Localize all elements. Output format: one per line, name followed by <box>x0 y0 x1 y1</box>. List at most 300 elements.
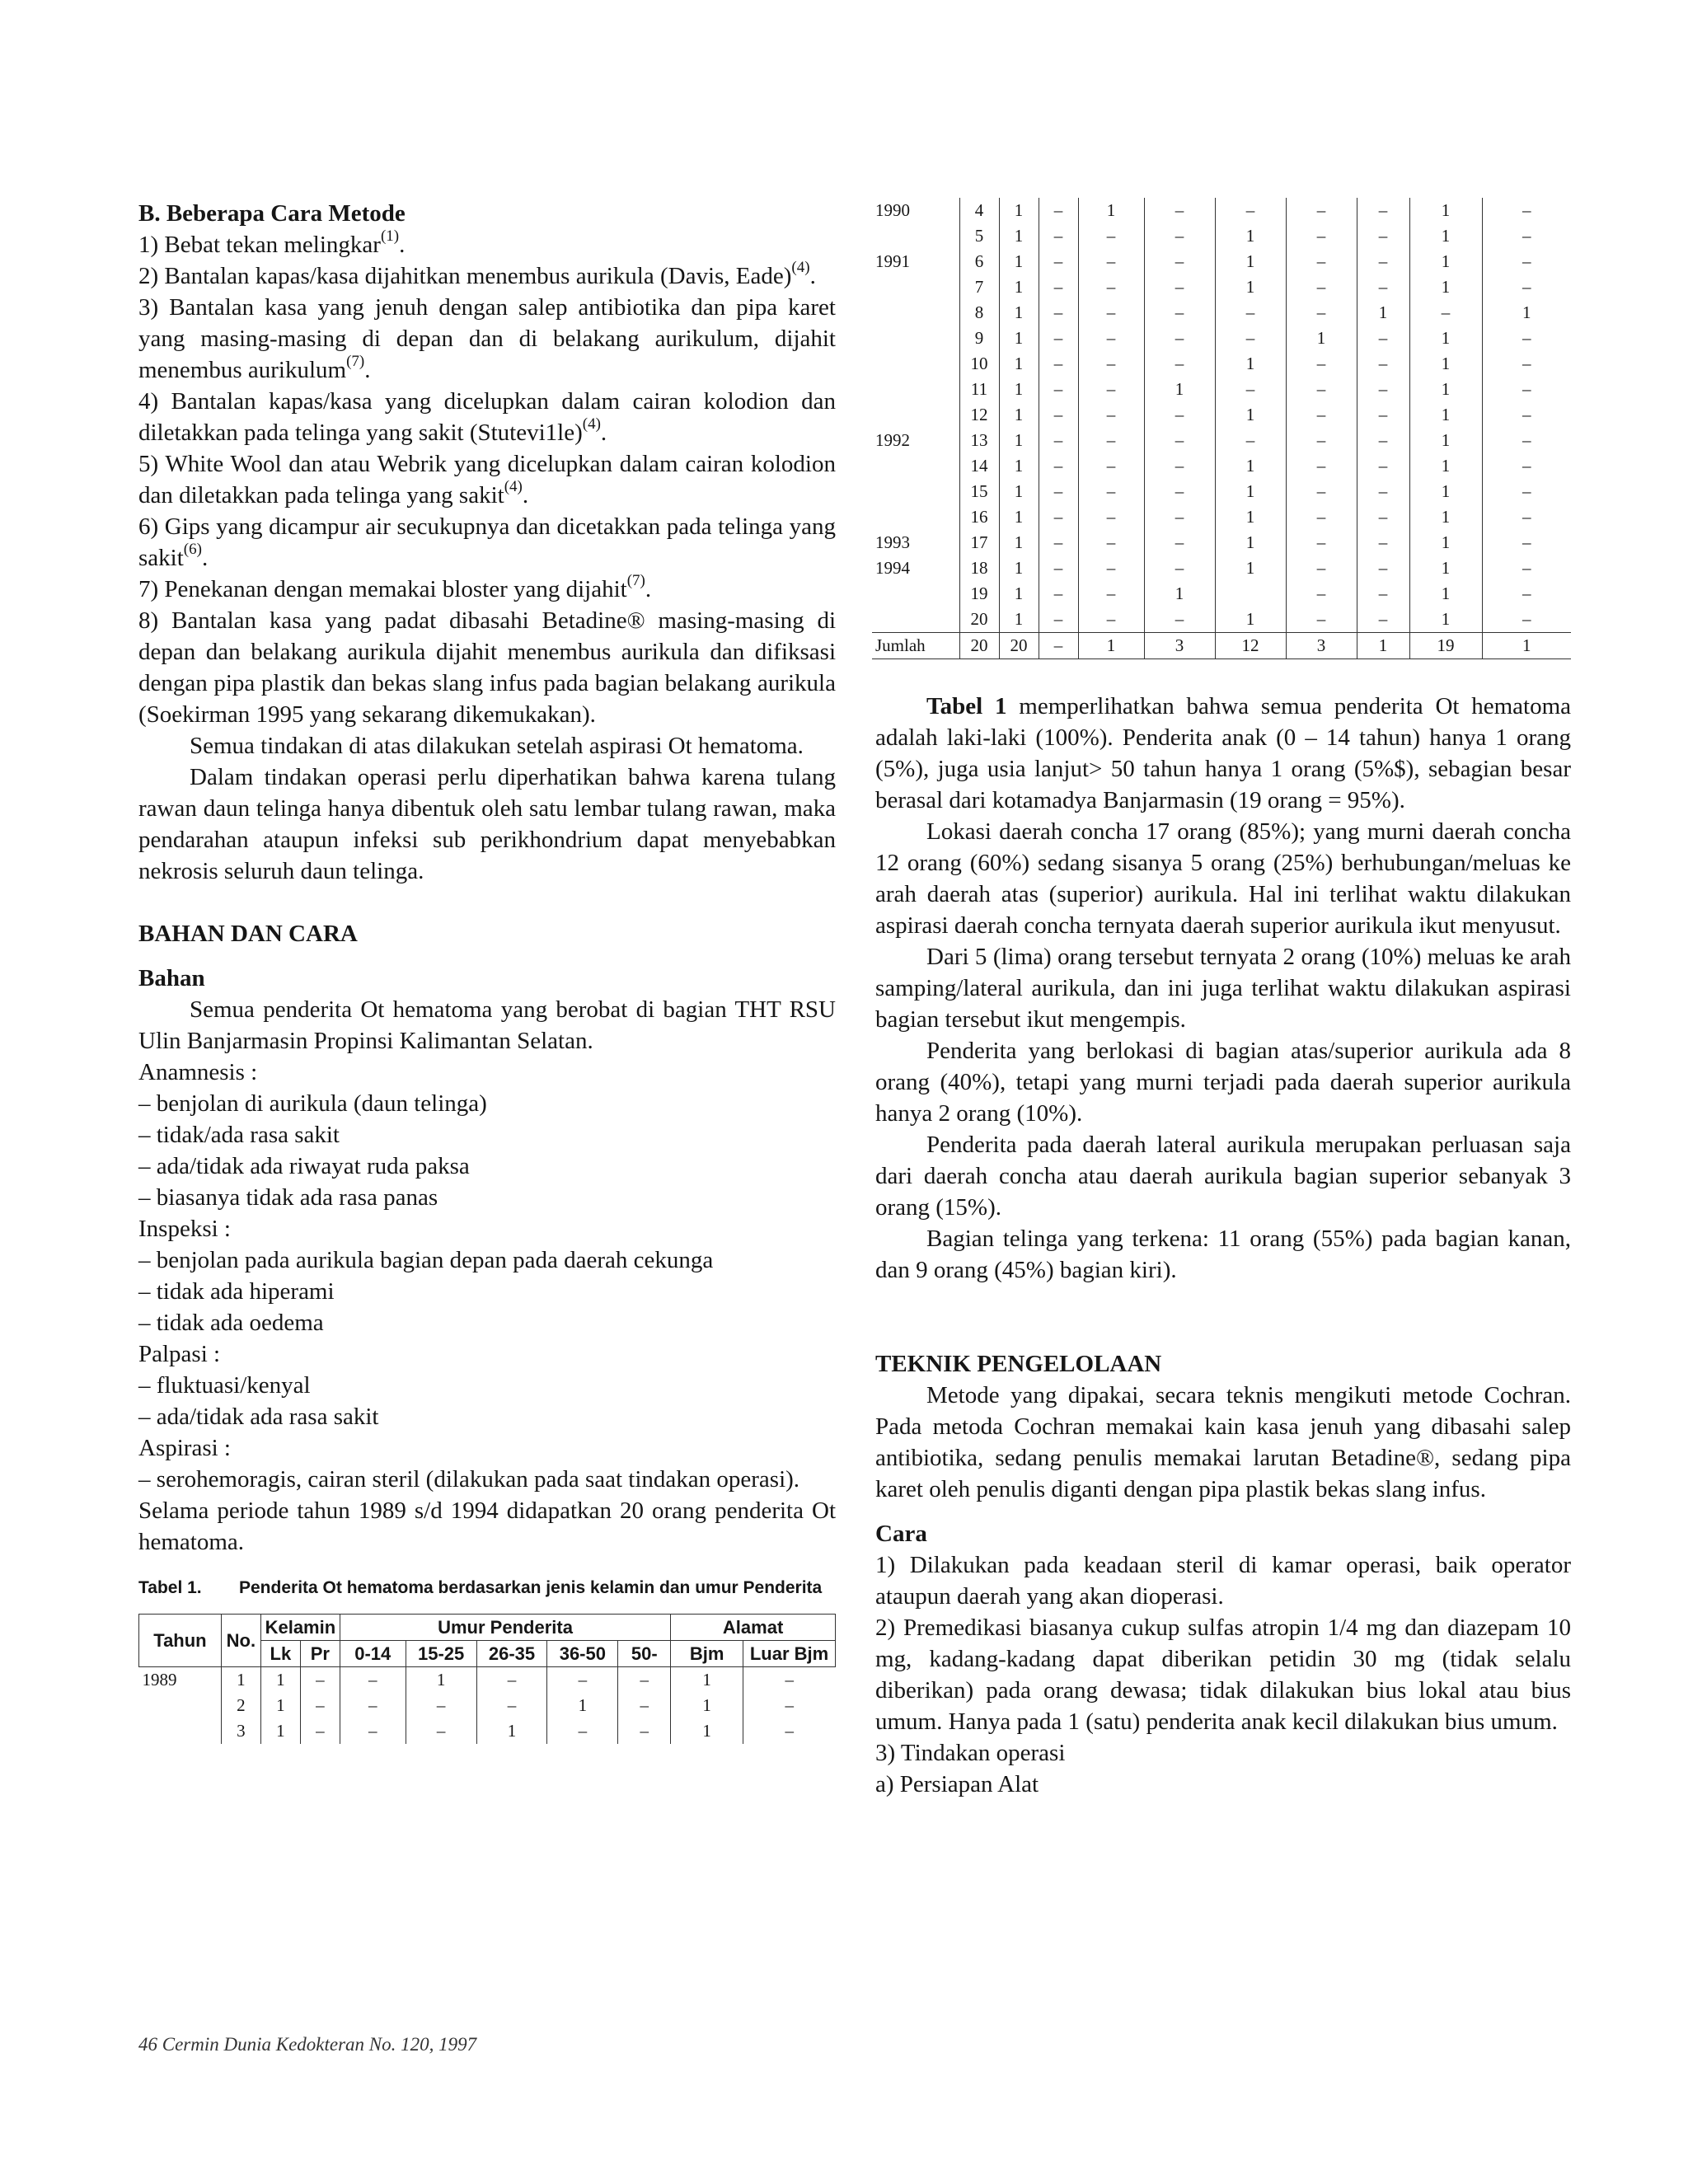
table-cell: 1 <box>999 300 1039 326</box>
table-row <box>872 479 1571 504</box>
table-cell: – <box>1215 326 1286 351</box>
table-cell: – <box>547 1718 618 1744</box>
table-cell: Jumlah <box>872 633 959 659</box>
header-umur-36-50: 36-50 <box>547 1641 618 1667</box>
table-cell: 1 <box>671 1718 743 1744</box>
table-cell: 1993 <box>875 532 910 552</box>
table-cell: 20 <box>959 633 999 659</box>
table-cell: 1 <box>547 1693 618 1718</box>
table-cell: 4 <box>959 198 999 223</box>
bahan-line: Inspeksi : <box>138 1216 231 1242</box>
table-cell: – <box>1286 377 1357 402</box>
table-cell: 1 <box>1409 377 1482 402</box>
table-row <box>872 274 1571 300</box>
table-row <box>872 326 1571 351</box>
table-cell: – <box>1357 377 1409 402</box>
table-row <box>872 198 1571 223</box>
table-cell: – <box>743 1667 836 1694</box>
table-row <box>872 428 1571 453</box>
paragraph-results-4: Penderita yang berlokasi di bagian atas/superior aurikula ada 8 orang (40%), tetapi yang murni terjadi pada daerah superior aurikula hanya 2 orang (10%). <box>875 1038 1571 1127</box>
table-cell: – <box>1039 633 1078 659</box>
table-cell: 1 <box>1409 607 1482 633</box>
table-cell: 1 <box>1215 402 1286 428</box>
table-cell: – <box>1039 504 1078 530</box>
table-cell: 12 <box>1215 633 1286 659</box>
table-cell: – <box>300 1718 340 1744</box>
table-cell: 1 <box>999 326 1039 351</box>
table-cell: 1 <box>1482 633 1571 659</box>
table-cell <box>872 274 959 300</box>
method-item: 2) Bantalan kapas/kasa dijahitkan menembus aurikula (Davis, Eade)$^{(4)}$. <box>138 259 816 289</box>
table-cell: – <box>1039 351 1078 377</box>
header-pr: Pr <box>300 1641 340 1667</box>
table-cell: – <box>1039 555 1078 581</box>
header-umur-0-14: 0-14 <box>340 1641 406 1667</box>
table-cell <box>139 1718 222 1744</box>
table-cell: 2 <box>221 1693 260 1718</box>
table-cell: 1 <box>1215 530 1286 555</box>
method-item: 3) Bantalan kasa yang jenuh dengan salep antibiotika dan pipa karet yang masing-masing di depan dan di belakang aurikulum, dijahit menembus aurikulum$^{(7)}$. <box>138 294 836 383</box>
table-cell: – <box>1286 274 1357 300</box>
bahan-line: – tidak/ada rasa sakit <box>138 1122 340 1148</box>
table-caption <box>138 1576 836 1601</box>
table-cell: – <box>1039 402 1078 428</box>
table-cell: 1 <box>1409 274 1482 300</box>
table-cell <box>872 453 959 479</box>
table-1-continued <box>872 198 1571 659</box>
header-umur-penderita: Umur Penderita <box>340 1615 670 1641</box>
table-cell: 1 <box>1286 326 1357 351</box>
table-cell: 1 <box>1482 300 1571 326</box>
table-1-body-part-1 <box>139 1667 836 1745</box>
table-cell: 1 <box>1215 453 1286 479</box>
table-cell: – <box>1078 377 1144 402</box>
table-cell: 1 <box>999 581 1039 607</box>
table-cell: 6 <box>959 249 999 274</box>
bahan-line: – benjolan pada aurikula bagian depan pada daerah cekunga <box>138 1247 714 1273</box>
table-cell: 1 <box>1144 581 1215 607</box>
table-cell: – <box>547 1667 618 1694</box>
table-cell: 1 <box>1409 453 1482 479</box>
header-umur-26-35: 26-35 <box>476 1641 547 1667</box>
table-cell: – <box>1078 351 1144 377</box>
table-cell: – <box>1078 402 1144 428</box>
table-row <box>872 249 1571 274</box>
table-cell: – <box>1144 249 1215 274</box>
method-item: 8) Bantalan kasa yang padat dibasahi Betadine® masing-masing di depan dan belakang aurikula dijahit menembus aurikula dan difiksasi dengan pipa plastik dan bekas slang infus pada bagian belakang aurikula (Soekirman 1995 yang sekarang dikemukakan). <box>138 607 836 728</box>
table-cell: 14 <box>959 453 999 479</box>
table-cell <box>872 607 959 633</box>
table-cell: – <box>1357 402 1409 428</box>
table-cell: – <box>1482 377 1571 402</box>
table-cell: – <box>618 1667 671 1694</box>
table-cell: 1 <box>1215 351 1286 377</box>
table-cell: – <box>1144 402 1215 428</box>
table-cell: – <box>1357 428 1409 453</box>
table-cell: – <box>1039 249 1078 274</box>
table-cell: – <box>1144 300 1215 326</box>
table-row <box>872 581 1571 607</box>
bahan-line: – biasanya tidak ada rasa panas <box>138 1184 438 1211</box>
table-cell: 1 <box>1409 351 1482 377</box>
paragraph-results-5: Penderita pada daerah lateral aurikula merupakan perluasan saja dari daerah concha atau daerah aurikula bagian superior sebanyak 3 orang (15%). <box>875 1132 1571 1221</box>
table-cell: – <box>1286 453 1357 479</box>
bahan-line: Selama periode tahun 1989 s/d 1994 didapatkan 20 orang penderita Ot hematoma. <box>138 1497 836 1555</box>
table-cell: 1 <box>999 555 1039 581</box>
method-item: 5) White Wool dan atau Webrik yang dicelupkan dalam cairan kolodion dan diletakkan pada telinga yang sakit$^{(4)}$. <box>138 451 836 509</box>
header-luar-bjm: Luar Bjm <box>743 1641 836 1667</box>
table-cell: – <box>300 1693 340 1718</box>
table-cell: – <box>1078 326 1144 351</box>
subsection-heading-cara: Cara <box>875 1521 927 1547</box>
table-cell: – <box>1286 223 1357 249</box>
table-row <box>872 223 1571 249</box>
table-cell: 1 <box>671 1693 743 1718</box>
table-cell: – <box>1039 377 1078 402</box>
table-cell: 12 <box>959 402 999 428</box>
cara-line: 3) Tindakan operasi <box>875 1740 1066 1766</box>
table-cell <box>872 402 959 428</box>
table-cell: 1 <box>1409 504 1482 530</box>
table-cell: 1 <box>999 530 1039 555</box>
table-cell: – <box>1078 428 1144 453</box>
table-cell: 1 <box>1215 555 1286 581</box>
table-cell: – <box>1039 428 1078 453</box>
table-cell: 9 <box>959 326 999 351</box>
table-cell: – <box>1078 581 1144 607</box>
table-cell: – <box>1144 198 1215 223</box>
table-cell: – <box>1482 504 1571 530</box>
table-cell: 1 <box>999 402 1039 428</box>
table-cell: – <box>1286 300 1357 326</box>
table-cell: 19 <box>959 581 999 607</box>
table-cell: – <box>1482 581 1571 607</box>
cara-line: a) Persiapan Alat <box>875 1771 1039 1797</box>
table-cell: – <box>1286 249 1357 274</box>
table-cell: – <box>1286 581 1357 607</box>
table-cell: – <box>1286 402 1357 428</box>
table-cell <box>139 1693 222 1718</box>
page-footer: 46 Cermin Dunia Kedokteran No. 120, 1997 <box>138 2034 477 2055</box>
table-cell: 1994 <box>875 558 910 578</box>
table-cell: 1 <box>476 1718 547 1744</box>
table-row <box>872 555 1571 581</box>
table-cell: – <box>1482 326 1571 351</box>
table-cell: – <box>1144 428 1215 453</box>
table-cell: 1 <box>1409 198 1482 223</box>
table-cell: – <box>1078 223 1144 249</box>
table-cell: 1 <box>999 198 1039 223</box>
bahan-line: – tidak ada oedema <box>138 1310 324 1336</box>
table-cell: – <box>1286 479 1357 504</box>
table-cell: – <box>1482 428 1571 453</box>
table-cell: 1990 <box>875 200 910 220</box>
table-cell: 7 <box>959 274 999 300</box>
table-cell: – <box>1409 300 1482 326</box>
table-cell: – <box>1078 479 1144 504</box>
paragraph-bahan-intro: Semua penderita Ot hematoma yang berobat di bagian THT RSU Ulin Banjarmasin Propinsi Kalimantan Selatan. <box>138 996 836 1054</box>
table-cell <box>872 223 959 249</box>
table-cell: 1 <box>1215 607 1286 633</box>
table-cell: – <box>1357 479 1409 504</box>
table-cell: – <box>1482 351 1571 377</box>
table-cell: 1991 <box>875 251 910 271</box>
table-row <box>139 1718 836 1744</box>
table-cell: – <box>1078 530 1144 555</box>
table-row <box>139 1667 836 1694</box>
table-cell: – <box>1482 607 1571 633</box>
table-cell <box>1215 581 1286 607</box>
table-cell: – <box>1144 326 1215 351</box>
table-cell: – <box>1039 300 1078 326</box>
method-item: 1) Bebat tekan melingkar$^{(1)}$. <box>138 227 406 258</box>
table-cell: 1 <box>1409 402 1482 428</box>
table-cell: 1 <box>1215 274 1286 300</box>
table-cell: 1 <box>999 479 1039 504</box>
table-cell: – <box>1144 274 1215 300</box>
table-cell: 1 <box>999 249 1039 274</box>
bahan-line: – serohemoragis, cairan steril (dilakukan pada saat tindakan operasi). <box>138 1466 800 1493</box>
table-row <box>872 607 1571 633</box>
table-cell: 1 <box>260 1667 300 1694</box>
table-cell: 1 <box>671 1667 743 1694</box>
header-bjm: Bjm <box>671 1641 743 1667</box>
paragraph-results-3: Dari 5 (lima) orang tersebut ternyata 2 orang (10%) meluas ke arah samping/lateral aurikula, dan ini juga terlihat waktu dilakukan aspirasi bagian tersebut ikut mengempis. <box>875 944 1571 1033</box>
table-cell: – <box>1039 223 1078 249</box>
table-cell: 1 <box>1357 300 1409 326</box>
table-row <box>872 633 1571 659</box>
table-cell: – <box>1039 479 1078 504</box>
table-cell: – <box>1144 504 1215 530</box>
table-cell: 1 <box>1078 198 1144 223</box>
left-column <box>138 198 836 1744</box>
table-cell: – <box>406 1718 476 1744</box>
table-cell <box>872 377 959 402</box>
table-cell <box>872 479 959 504</box>
table-cell: – <box>1144 555 1215 581</box>
table-cell: – <box>1144 607 1215 633</box>
table-cell: – <box>1482 249 1571 274</box>
table-cell: – <box>1482 453 1571 479</box>
table-cell: – <box>1357 607 1409 633</box>
table-cell: – <box>1078 504 1144 530</box>
paragraph-results-1: Tabel 1 memperlihatkan bahwa semua penderita Ot hematoma adalah laki-laki (100%). Penderita anak (0 – 14 tahun) hanya 1 orang (5%), juga usia lanjut> 50 tahun hanya 1 orang (5%$), sebagian besar berasal dari kotamadya Banjarmasin (19 orang = 95%). <box>875 693 1571 813</box>
table-cell: 5 <box>959 223 999 249</box>
table-cell: 19 <box>1409 633 1482 659</box>
table-cell: – <box>1482 402 1571 428</box>
table-cell: – <box>1357 555 1409 581</box>
table-cell: – <box>1482 555 1571 581</box>
bahan-line: Aspirasi : <box>138 1435 231 1461</box>
table-row <box>872 377 1571 402</box>
cara-line: 2) Premedikasi biasanya cukup sulfas atropin 1/4 mg dan diazepam 10 mg, kadang-kadang dapat diberikan petidin 30 mg (tidak selalu diberikan) pada orang dewasa; tidak dilakukan bius lokal atau bius umum. Hanya pada 1 (satu) penderita anak kecil dilakukan bius umum. <box>875 1615 1571 1735</box>
table-cell: – <box>743 1718 836 1744</box>
table-cell: 1 <box>260 1718 300 1744</box>
table-cell: – <box>1039 274 1078 300</box>
table-cell: 1 <box>999 453 1039 479</box>
table-cell: – <box>743 1693 836 1718</box>
table-cell: 16 <box>959 504 999 530</box>
table-cell: – <box>1286 351 1357 377</box>
table-cell: 1 <box>1409 428 1482 453</box>
table-cell: 1989 <box>142 1670 177 1690</box>
table-cell <box>872 581 959 607</box>
right-column <box>875 198 1571 1800</box>
table-cell: 3 <box>1144 633 1215 659</box>
table-cell: 1 <box>1357 633 1409 659</box>
table-cell: 8 <box>959 300 999 326</box>
header-umur-50-plus: 50- <box>618 1641 671 1667</box>
table-1-body-part-2 <box>872 198 1571 659</box>
table-cell: 3 <box>1286 633 1357 659</box>
paragraph-aspirasi: Semua tindakan di atas dilakukan setelah aspirasi Ot hematoma. <box>190 733 804 759</box>
paragraph-teknik: Metode yang dipakai, secara teknis mengikuti metode Cochran. Pada metoda Cochran memakai kain kasa jenuh yang dibasahi salep antibiotika, sedang penulis memakai larutan Betadine®, sedang pipa karet oleh penulis diganti dengan pipa plastik bekas slang infus. <box>875 1382 1571 1502</box>
table-cell: 1 <box>1409 581 1482 607</box>
table-cell: – <box>1039 198 1078 223</box>
table-cell: – <box>1078 300 1144 326</box>
table-cell: – <box>1286 555 1357 581</box>
table-cell: 1 <box>1409 223 1482 249</box>
table-cell: – <box>1286 607 1357 633</box>
header-umur-15-25: 15-25 <box>406 1641 476 1667</box>
header-no: No. <box>221 1615 260 1667</box>
table-cell: – <box>1357 351 1409 377</box>
table-cell: – <box>1078 555 1144 581</box>
table-cell: – <box>1357 453 1409 479</box>
table-cell: – <box>476 1693 547 1718</box>
table-cell: – <box>1144 351 1215 377</box>
table-cell: 1992 <box>875 430 910 450</box>
table-cell: 20 <box>959 607 999 633</box>
table-cell: – <box>1357 530 1409 555</box>
method-item: 7) Penekanan dengan memakai bloster yang dijahit$^{(7)}$. <box>138 572 652 602</box>
table-cell: – <box>1482 479 1571 504</box>
table-caption-label: Tabel 1. <box>138 1578 202 1597</box>
table-row <box>872 351 1571 377</box>
table-cell: – <box>476 1667 547 1694</box>
table-1-head <box>138 1614 836 1744</box>
table-cell <box>872 351 959 377</box>
table-cell: – <box>1078 607 1144 633</box>
table-cell <box>872 504 959 530</box>
table-cell: – <box>1039 530 1078 555</box>
bahan-line: – fluktuasi/kenyal <box>138 1372 311 1399</box>
header-lk: Lk <box>260 1641 300 1667</box>
table-cell: 1 <box>1215 249 1286 274</box>
table-cell: 1 <box>1409 530 1482 555</box>
table-caption-text: Penderita Ot hematoma berdasarkan jenis kelamin dan umur Penderita <box>239 1578 823 1597</box>
table-cell: – <box>1357 198 1409 223</box>
header-kelamin: Kelamin <box>260 1615 340 1641</box>
table-cell: 15 <box>959 479 999 504</box>
paragraph-operasi: Dalam tindakan operasi perlu diperhatikan bahwa karena tulang rawan daun telinga hanya dibentuk oleh satu lembar tulang rawan, maka pendarahan ataupun infeksi sub perikhondrium dapat menyebabkan nekrosis seluruh daun telinga. <box>138 764 836 884</box>
table-cell: – <box>1144 479 1215 504</box>
table-row <box>872 300 1571 326</box>
table-cell: – <box>406 1693 476 1718</box>
header-tahun: Tahun <box>139 1615 222 1667</box>
table-cell: 1 <box>406 1667 476 1694</box>
table-row <box>872 530 1571 555</box>
table-cell: – <box>1357 223 1409 249</box>
table-cell: – <box>1357 326 1409 351</box>
table-cell: 1 <box>999 351 1039 377</box>
table-cell: 1 <box>1215 504 1286 530</box>
table-row <box>872 504 1571 530</box>
table-cell: 1 <box>999 223 1039 249</box>
table-cell: 1 <box>260 1693 300 1718</box>
table-cell: – <box>1039 607 1078 633</box>
bahan-line: – ada/tidak ada rasa sakit <box>138 1404 379 1430</box>
table-cell: 1 <box>1215 479 1286 504</box>
subsection-heading-bahan: Bahan <box>138 965 205 991</box>
table-cell: – <box>340 1667 406 1694</box>
table-cell: 1 <box>999 377 1039 402</box>
table-cell: – <box>1286 428 1357 453</box>
table-cell: – <box>618 1693 671 1718</box>
table-cell: 1 <box>1409 249 1482 274</box>
table-cell: – <box>618 1718 671 1744</box>
table-cell: – <box>1144 453 1215 479</box>
table-cell <box>872 300 959 326</box>
table-cell: 10 <box>959 351 999 377</box>
method-item: 6) Gips yang dicampur air secukupnya dan dicetakkan pada telinga yang sakit$^{(6)}$. <box>138 513 836 571</box>
section-heading-teknik-pengelolaan: TEKNIK PENGELOLAAN <box>875 1351 1162 1377</box>
bahan-line: Palpasi : <box>138 1341 221 1367</box>
table-cell: 1 <box>1078 633 1144 659</box>
table-cell: – <box>1357 581 1409 607</box>
table-cell: – <box>1357 274 1409 300</box>
table-cell: 3 <box>221 1718 260 1744</box>
table-cell: – <box>1357 504 1409 530</box>
table-cell: – <box>1286 198 1357 223</box>
table-cell: – <box>1215 428 1286 453</box>
table-cell: – <box>1144 223 1215 249</box>
table-cell: – <box>340 1693 406 1718</box>
paragraph-results-6: Bagian telinga yang terkena: 11 orang (55%) pada bagian kanan, dan 9 orang (45%) bagian kiri). <box>875 1226 1571 1283</box>
table-cell: 1 <box>1144 377 1215 402</box>
table-cell: 20 <box>999 633 1039 659</box>
table-cell: 1 <box>999 274 1039 300</box>
bahan-line: – ada/tidak ada riwayat ruda paksa <box>138 1153 470 1179</box>
table-cell: – <box>1286 504 1357 530</box>
bahan-line: – tidak ada hiperami <box>138 1278 335 1305</box>
table-cell: 1 <box>999 607 1039 633</box>
table-cell: – <box>1078 453 1144 479</box>
table-cell: – <box>1482 223 1571 249</box>
table-cell: 1 <box>999 428 1039 453</box>
table-cell: 1 <box>999 504 1039 530</box>
table-cell: – <box>300 1667 340 1694</box>
bahan-line: Anamnesis : <box>138 1059 258 1085</box>
table-cell: 17 <box>959 530 999 555</box>
table-cell: 1 <box>221 1667 260 1694</box>
table-cell: 1 <box>1409 555 1482 581</box>
table-row <box>872 453 1571 479</box>
table-cell: – <box>1215 198 1286 223</box>
table-cell: – <box>1215 300 1286 326</box>
header-alamat: Alamat <box>671 1615 836 1641</box>
table-row <box>872 402 1571 428</box>
method-list <box>138 229 836 730</box>
paragraph-results-2: Lokasi daerah concha 17 orang (85%); yang murni daerah concha 12 orang (60%) sedang sisanya 5 orang (25%) berhubungan/meluas ke arah daerah atas (superior) aurikula. Hal ini terlihat waktu dilakukan aspirasi daerah concha ternyata daerah superior aurikula ikut menyusut. <box>875 818 1571 939</box>
table-cell: 1 <box>1409 479 1482 504</box>
table-cell: 18 <box>959 555 999 581</box>
table-cell <box>872 326 959 351</box>
table-cell: – <box>1215 377 1286 402</box>
table-row <box>139 1693 836 1718</box>
table-cell: – <box>1039 581 1078 607</box>
section-b-title: B. Beberapa Cara Metode <box>138 200 406 227</box>
